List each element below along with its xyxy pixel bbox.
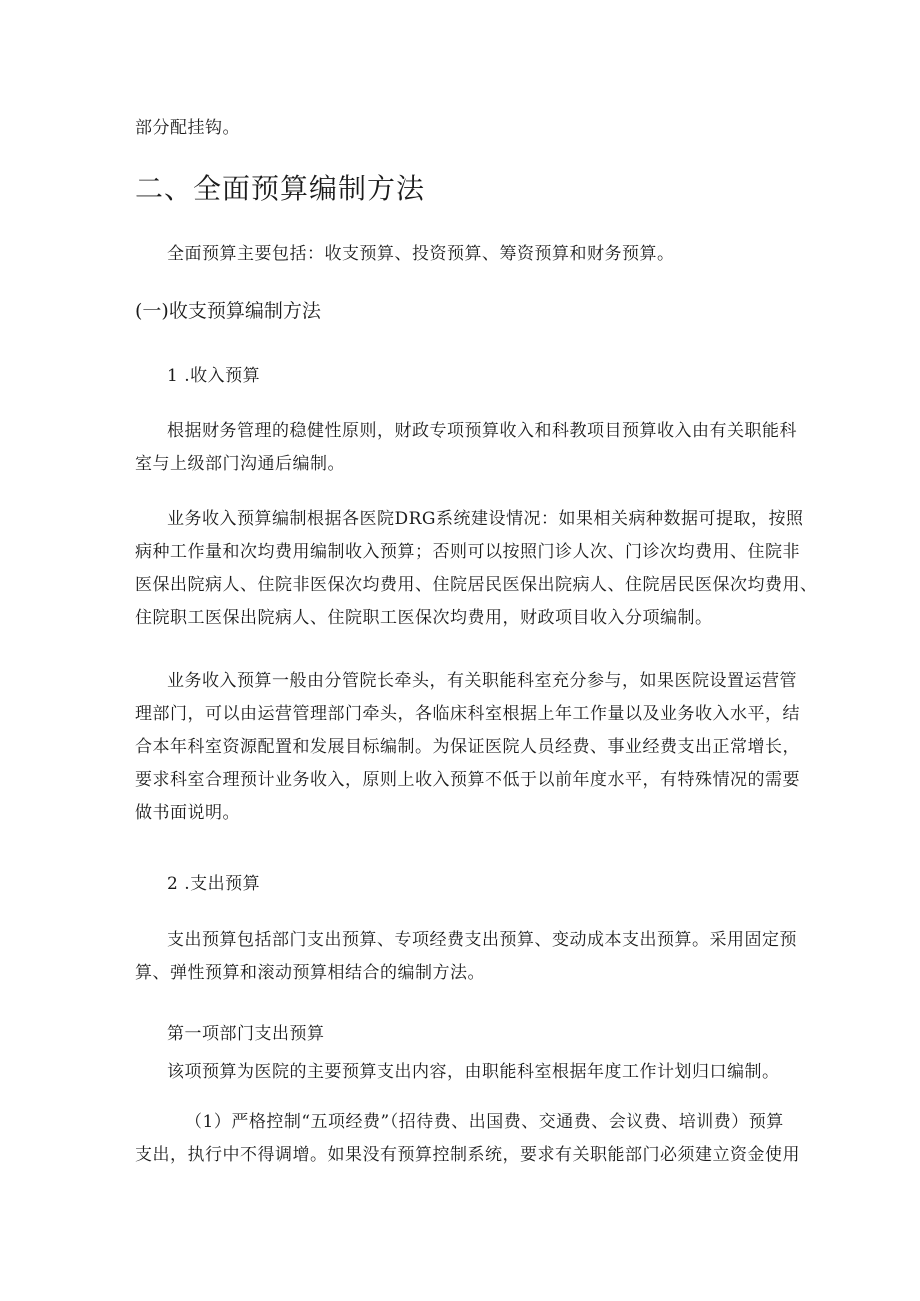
text-line: （1）严格控制“五项经费”（招待费、出国费、交通费、会议费、培训费）预算 — [185, 1112, 784, 1132]
text-line: 支出，执行中不得调增。如果没有预算控制系统，要求有关职能部门必须建立资金使用 — [135, 1145, 800, 1165]
text-line: 室与上级部门沟通后编制。 — [135, 454, 345, 474]
text-line: 业务收入预算一般由分管院长牵头，有关职能科室充分参与，如果医院设置运营管 — [167, 671, 797, 691]
text-line: 理部门，可以由运营管理部门牵头，各临床科室根据上年工作量以及业务收入水平，结 — [135, 704, 800, 724]
text-line: 做书面说明。 — [135, 803, 240, 823]
section-heading: 二、全面预算编制方法 — [135, 172, 426, 205]
subsection-heading: (一)收支预算编制方法 — [135, 300, 321, 322]
text-line: 医保出院病人、住院非医保次均费用、住院居民医保出院病人、住院居民医保次均费用、 — [135, 575, 818, 595]
intro-paragraph: 全面预算主要包括：收支预算、投资预算、筹资预算和财务预算。 — [167, 244, 675, 264]
item-heading-expense: 2 .支出预算 — [167, 874, 261, 894]
text-line: 合本年科室资源配置和发展目标编制。为保证医院人员经费、事业经费支出正常增长， — [135, 737, 800, 757]
text-line: 住院职工医保出院病人、住院职工医保次均费用，财政项目收入分项编制。 — [135, 608, 713, 628]
item-heading-department: 第一项部门支出预算 — [167, 1024, 325, 1044]
text-line: 支出预算包括部门支出预算、专项经费支出预算、变动成本支出预算。采用固定预 — [167, 930, 797, 950]
paragraph-department: 该项预算为医院的主要预算支出内容，由职能科室根据年度工作计划归口编制。 — [167, 1062, 780, 1082]
paragraph-responsibility — [135, 665, 800, 830]
item-heading-income: 1 .收入预算 — [167, 366, 261, 386]
text-line: 根据财务管理的稳健性原则，财政专项预算收入和科教项目预算收入由有关职能科 — [167, 421, 797, 441]
paragraph-drg — [135, 503, 818, 635]
text-line: 要求科室合理预计业务收入，原则上收入预算不低于以前年度水平，有特殊情况的需要 — [135, 770, 800, 790]
paragraph-continuation: 部分配挂钩。 — [135, 118, 240, 138]
paragraph-five-expenses — [135, 1106, 800, 1172]
paragraph-expense-types — [135, 924, 795, 990]
text-line: 病种工作量和次均费用编制收入预算；否则可以按照门诊人次、门诊次均费用、住院非 — [135, 542, 800, 562]
text-line: 业务收入预算编制根据各医院DRG系统建设情况：如果相关病种数据可提取，按照 — [167, 509, 804, 529]
paragraph-income-principle — [135, 415, 795, 481]
text-line: 算、弹性预算和滚动预算相结合的编制方法。 — [135, 963, 485, 983]
